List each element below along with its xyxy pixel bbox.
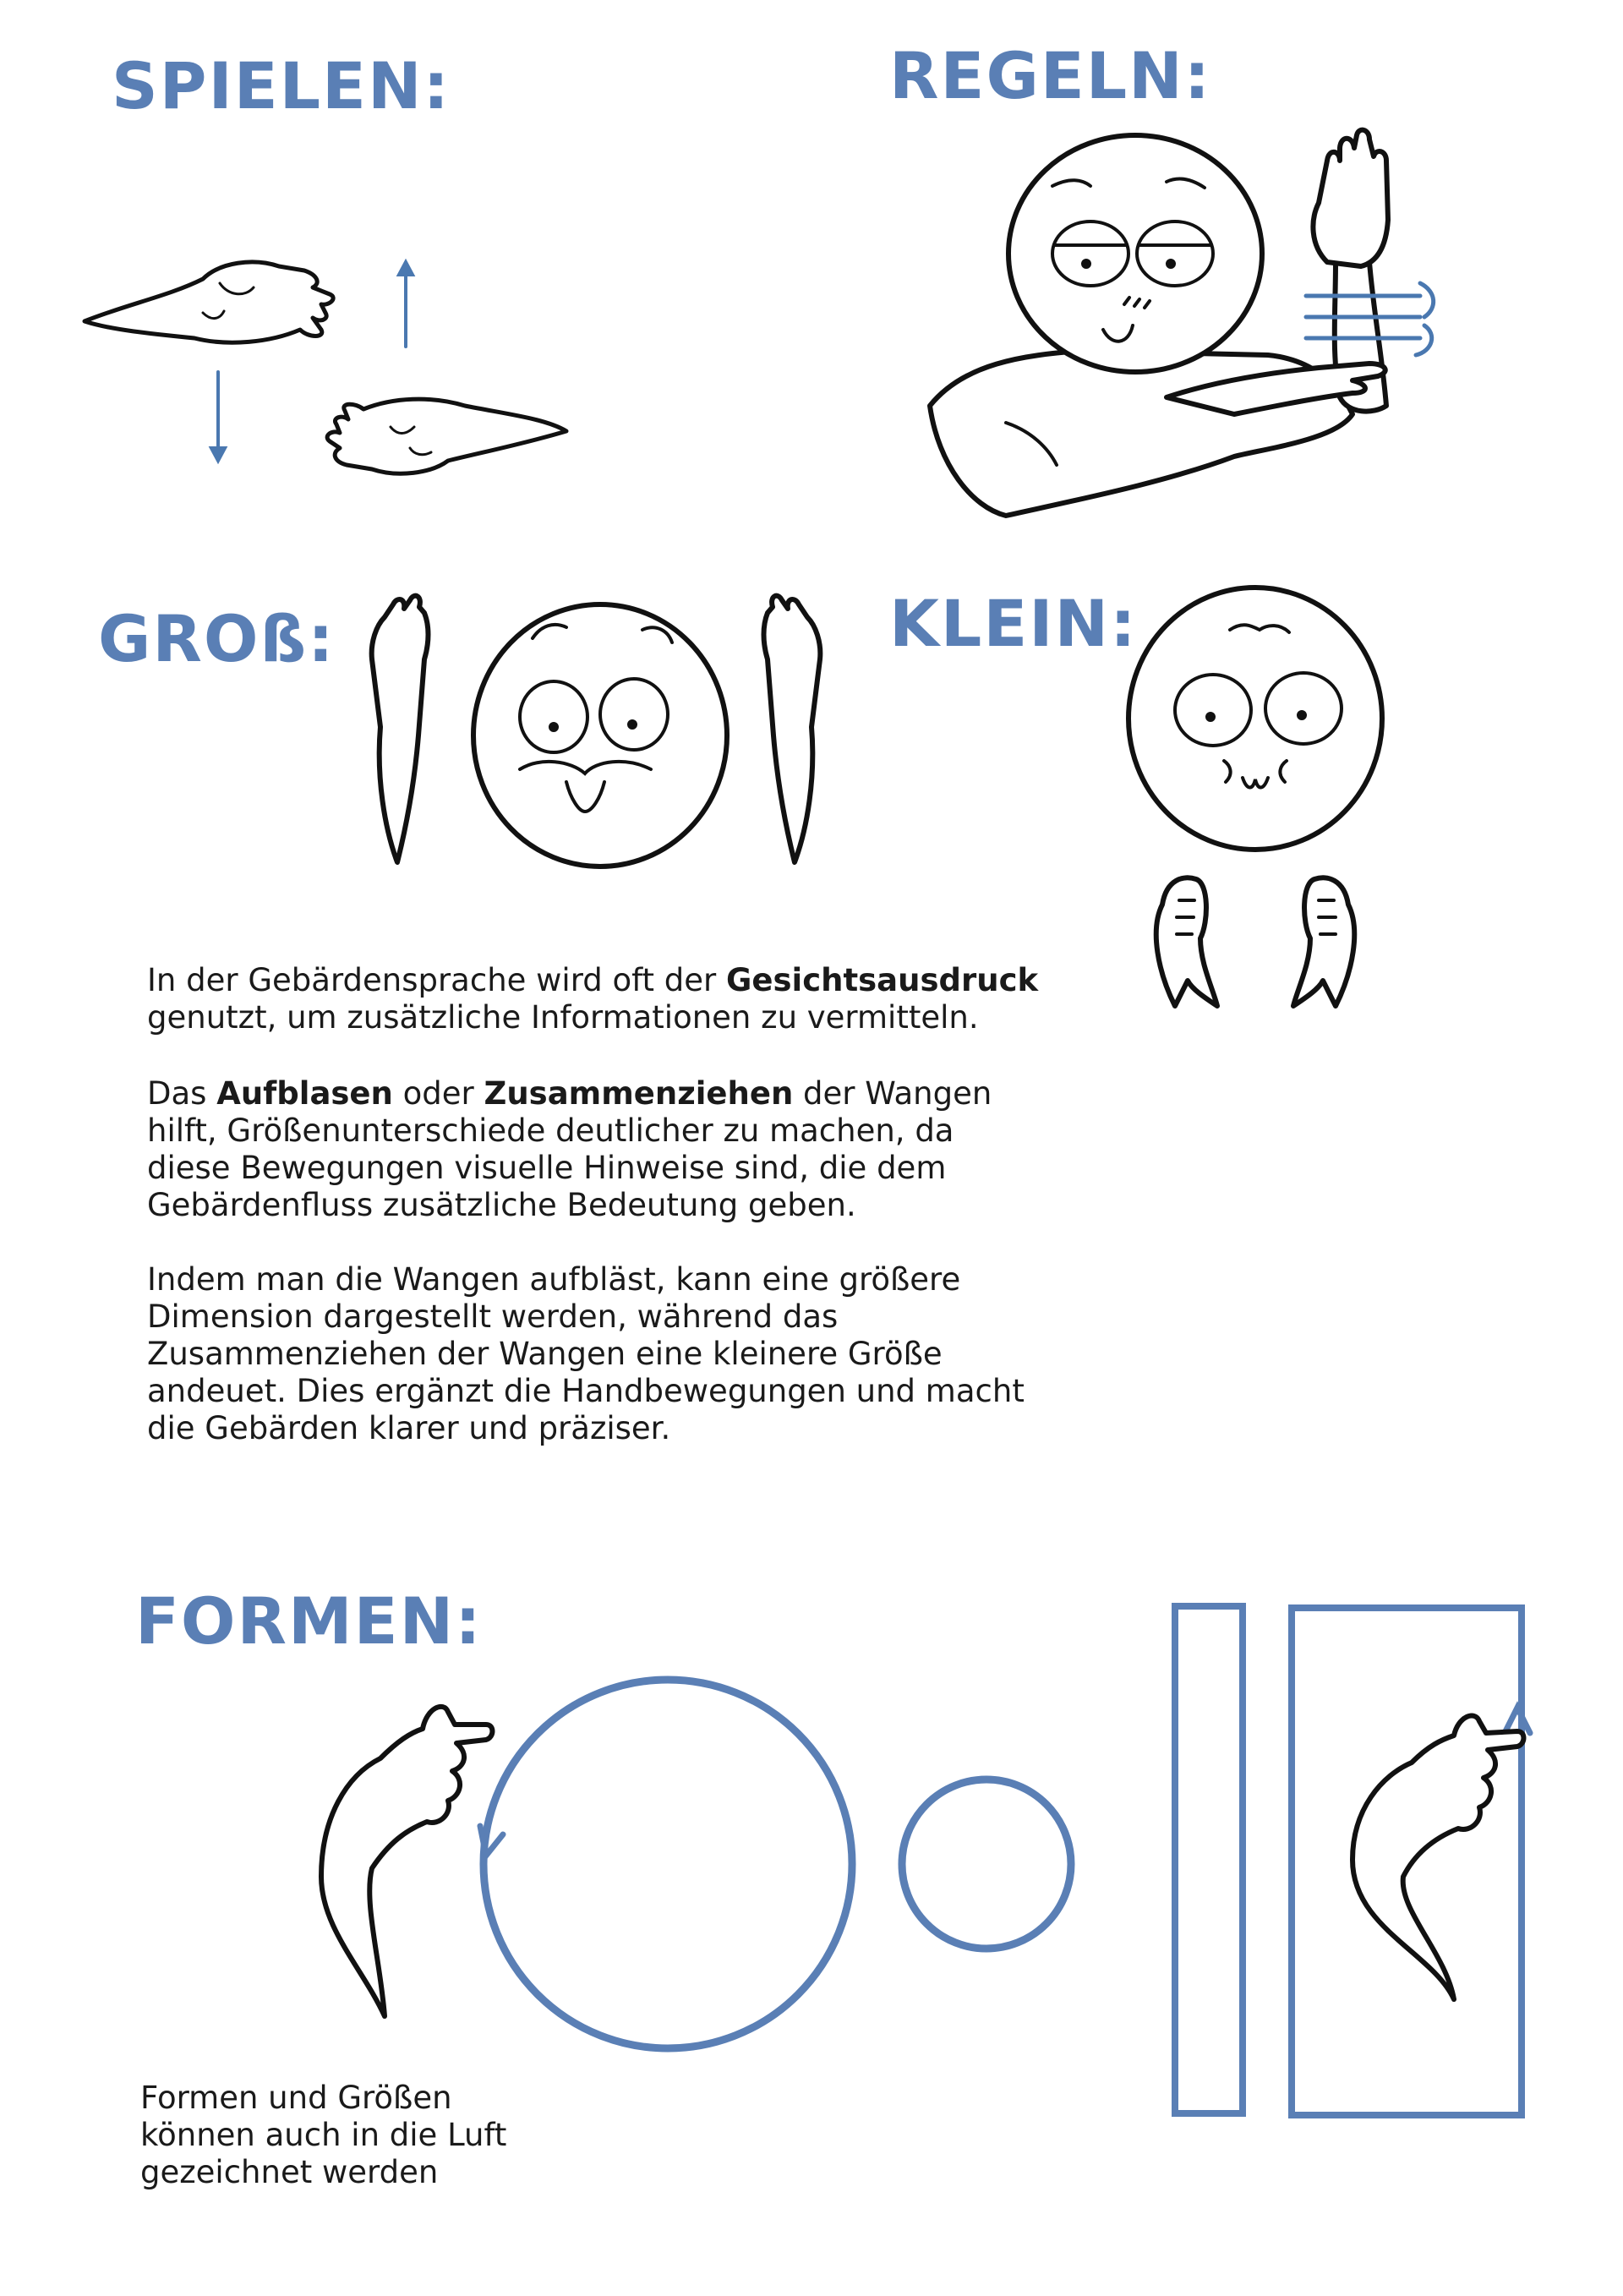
p2-a: Das: [147, 1075, 217, 1112]
p1-end: genutzt, um zusätzliche Informationen zu vermitteln.: [147, 999, 979, 1036]
p2-c: der Wangen hilft, Größenunterschiede deutlicher zu machen, da diese Bewegungen visuelle Hinweise sind, die dem Gebärdenfluss zusätzliche Bedeutung geben.: [147, 1075, 992, 1223]
p2-bold-aufblasen: Aufblasen: [216, 1075, 393, 1112]
person-rules-illustration: [913, 127, 1454, 541]
paragraph-facial-expression: [147, 962, 1077, 1036]
p1-bold-term: Gesichtsausdruck: [726, 962, 1039, 998]
face-puffed-cheeks-illustration: [363, 592, 854, 879]
face-sucked-cheeks-illustration: [1116, 583, 1395, 1040]
rectangle-shape-narrow: [1175, 1606, 1243, 2113]
shapes-illustration: [313, 1598, 1564, 2071]
heading-regeln: REGELN:: [889, 38, 1212, 113]
p2-b: oder: [392, 1075, 484, 1112]
pointing-hand-icon-right: [1352, 1716, 1524, 1999]
pointing-hand-icon: [321, 1707, 493, 2016]
hands-play-illustration: [76, 245, 583, 490]
p2-bold-zusammenziehen: Zusammenziehen: [484, 1075, 794, 1112]
paragraph-shapes-in-air: Formen und Größen können auch in die Luft gezeichnet werden: [140, 2080, 507, 2190]
circle-shape-large: [484, 1680, 852, 2048]
p1-start: In der Gebärdensprache wird oft der: [147, 962, 727, 998]
circle-shape-small: [902, 1779, 1071, 1949]
heading-klein: KLEIN:: [889, 586, 1138, 661]
heading-formen: FORMEN:: [135, 1583, 483, 1659]
heading-gross: GROß:: [98, 601, 336, 676]
paragraph-cheeks: [147, 1075, 1009, 1224]
heading-spielen: SPIELEN:: [112, 48, 451, 123]
paragraph-dimension: Indem man die Wangen aufbläst, kann eine größere Dimension dargestellt werden, während das Zusammenziehen der Wangen eine kleinere Größe andeuet. Dies ergänzt die Handbewegungen und macht die Gebärden klarer und präziser.: [147, 1261, 1025, 1446]
